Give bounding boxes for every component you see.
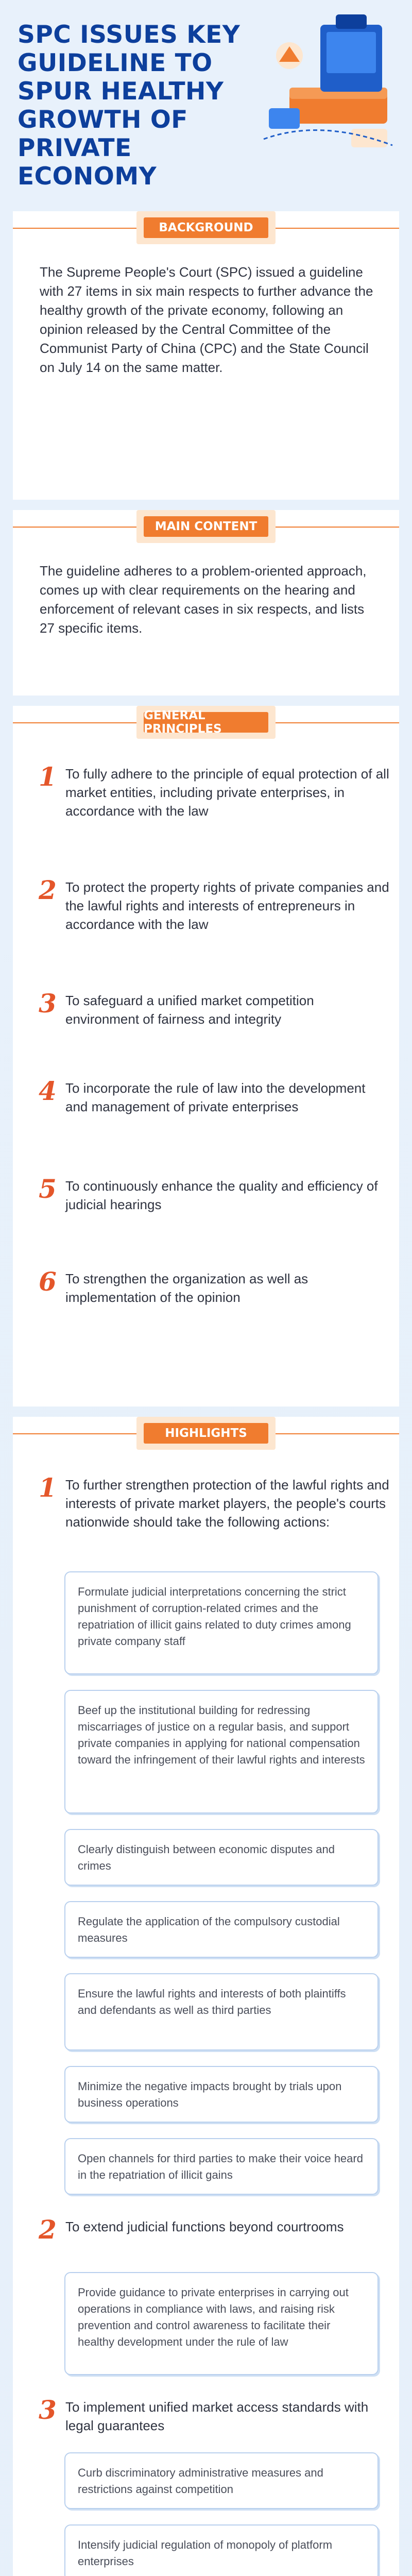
page-title: SPC ISSUES KEY GUIDELINE TO SPUR HEALTHY GROWTH OF PRIVATE ECONOMY xyxy=(18,21,241,191)
principle-item: To incorporate the rule of law into the development and management of private enterprises xyxy=(65,1080,366,1114)
section-divider xyxy=(276,228,399,229)
list-number: 2 xyxy=(39,2214,57,2245)
business-illustration xyxy=(259,10,398,160)
list-number: 1 xyxy=(39,1472,57,1503)
principles-heading-label: GENERAL PRINCIPLES xyxy=(144,712,268,733)
sub-measure-box: Ensure the lawful rights and interests of both plaintiffs and defendants as well as third parties xyxy=(64,1973,379,2050)
principles-section xyxy=(13,706,399,1406)
principle-item: To fully adhere to the principle of equal protection of all market entities, including private enterprises, in accordance with the law xyxy=(65,766,389,819)
highlight-item: To further strengthen protection of the lawful rights and interests of private market players, the people's courts nationwide should take the following actions: xyxy=(65,1477,389,1530)
section-divider xyxy=(13,228,136,229)
header xyxy=(0,0,412,206)
section-divider xyxy=(276,527,399,528)
sub-measure-box: Open channels for third parties to make their voice heard in the repatriation of illicit gains xyxy=(64,2138,379,2195)
sub-measure-box: Beef up the institutional building for redressing miscarriages of justice on a regular basis, and support private companies in applying for national compensation toward the infringement of their lawful rights and interests xyxy=(64,1690,379,1814)
section-divider xyxy=(276,722,399,723)
sub-measure-box: Intensify judicial regulation of monopoly of platform enterprises xyxy=(64,2524,379,2576)
section-heading xyxy=(136,1417,276,1450)
section-divider xyxy=(13,1433,136,1434)
highlights-section xyxy=(13,1417,399,2576)
list-number: 6 xyxy=(39,1266,57,1297)
principle-item: To strengthen the organization as well as implementation of the opinion xyxy=(65,1271,308,1305)
sub-measure-box: Regulate the application of the compulsory custodial measures xyxy=(64,1901,379,1958)
highlights-heading-label: HIGHLIGHTS xyxy=(144,1423,268,1444)
background-section xyxy=(13,211,399,500)
sub-measure-box: Formulate judicial interpretations concerning the strict punishment of corruption-related crimes and the repatriation of illicit gains related to duty crimes among private company staff xyxy=(64,1571,379,1674)
section-divider xyxy=(13,722,136,723)
section-heading xyxy=(136,706,276,739)
section-heading xyxy=(136,211,276,244)
sub-measure-box: Minimize the negative impacts brought by trials upon business operations xyxy=(64,2066,379,2123)
list-number: 3 xyxy=(39,2395,57,2425)
section-heading xyxy=(136,510,276,543)
highlight-item: To extend judicial functions beyond courtrooms xyxy=(65,2219,344,2234)
main-content-section xyxy=(13,510,399,696)
principle-item: To safeguard a unified market competition environment of fairness and integrity xyxy=(65,993,314,1027)
principle-item: To continuously enhance the quality and efficiency of judicial hearings xyxy=(65,1178,378,1212)
main-content-text: The guideline adheres to a problem-oriented approach, comes up with clear requirements on the hearing and enforcement of relevant cases in six respects, and lists 27 specific items. xyxy=(40,563,367,636)
highlight-item: To implement unified market access standards with legal guarantees xyxy=(65,2399,369,2433)
list-number: 3 xyxy=(39,988,57,1019)
principle-item: To protect the property rights of private companies and the lawful rights and interests of entrepreneurs in accordance with the law xyxy=(65,879,389,932)
list-number: 5 xyxy=(39,1174,57,1204)
sub-measure-box: Curb discriminatory administrative measures and restrictions against competition xyxy=(64,2452,379,2509)
background-text: The Supreme People's Court (SPC) issued a guideline with 27 items in six main respects to further advance the healthy growth of the private economy, following an opinion released by the Central Committee of the Communist Party of China (CPC) and the State Council on July 14 on the same matter. xyxy=(40,264,373,375)
list-number: 4 xyxy=(39,1076,57,1106)
list-number: 1 xyxy=(39,761,57,792)
list-number: 2 xyxy=(39,875,57,905)
background-heading-label: BACKGROUND xyxy=(144,217,268,238)
section-divider xyxy=(276,1433,399,1434)
sub-measure-box: Provide guidance to private enterprises in carrying out operations in compliance with laws, and raising risk prevention and control awareness to facilitate their healthy development under the rule of law xyxy=(64,2272,379,2375)
main-content-heading-label: MAIN CONTENT xyxy=(144,516,268,537)
sub-measure-box: Clearly distinguish between economic disputes and crimes xyxy=(64,1829,379,1886)
section-divider xyxy=(13,527,136,528)
